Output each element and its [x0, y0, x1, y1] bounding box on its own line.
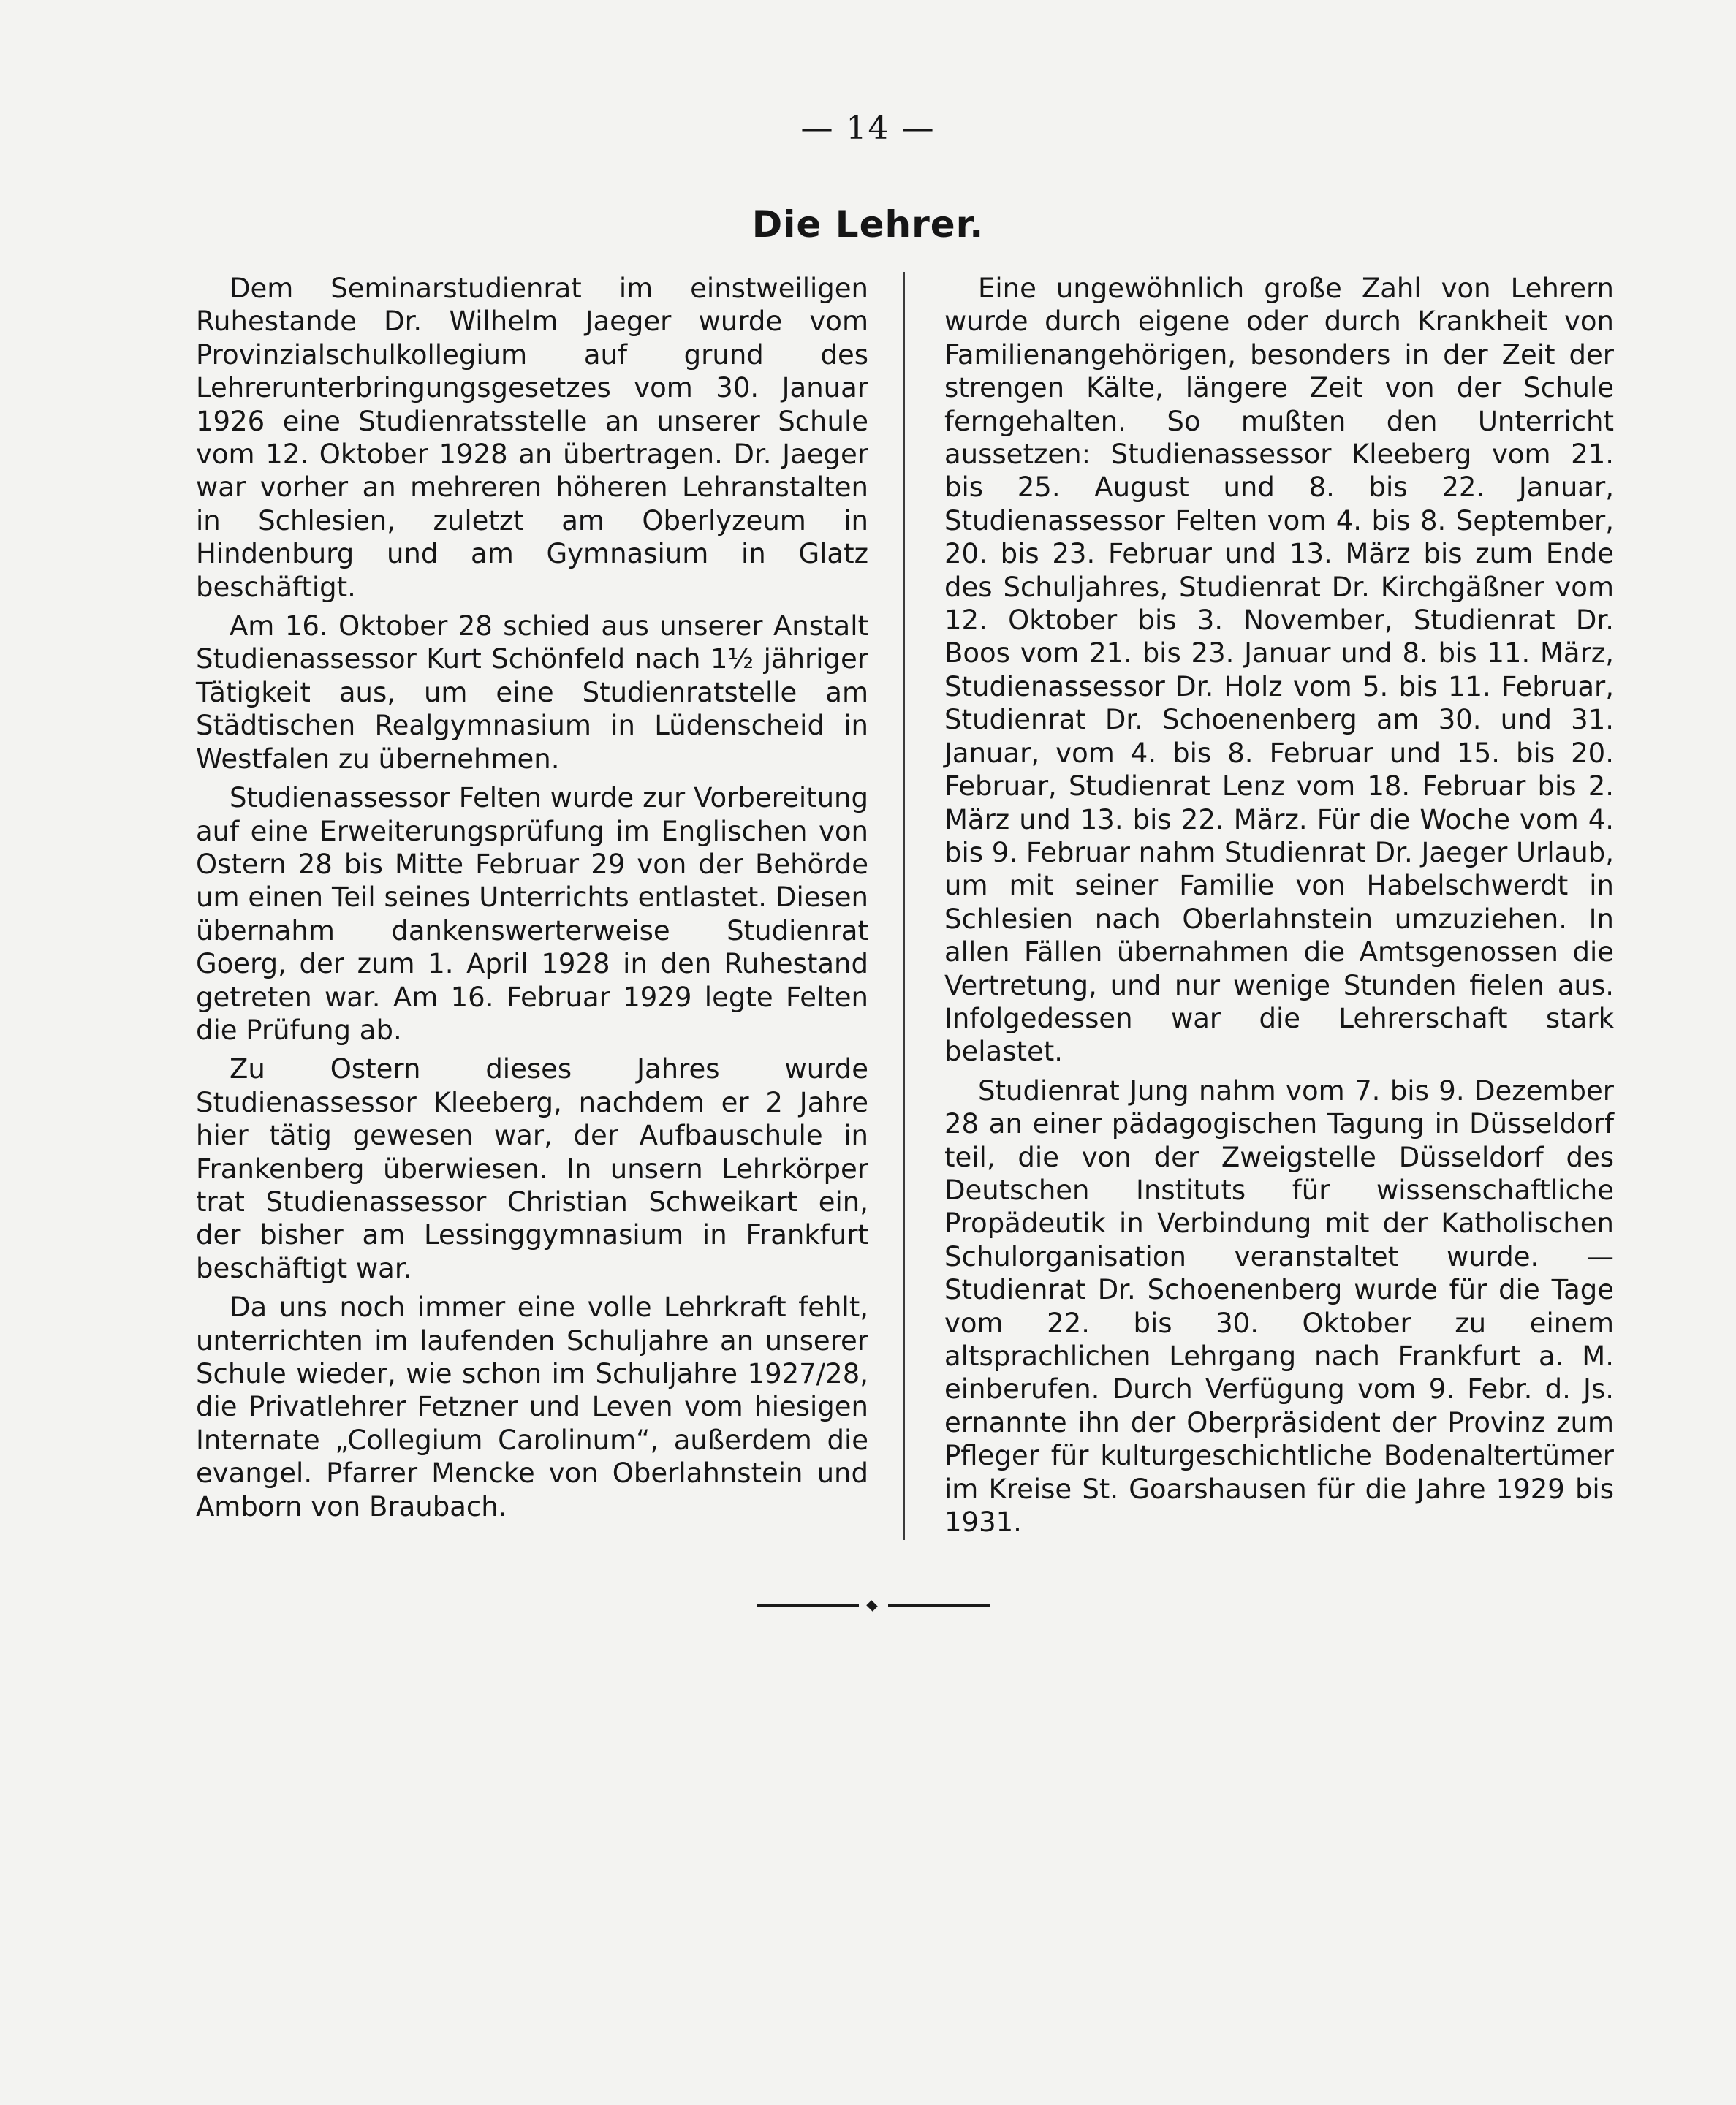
paragraph: Dem Seminarstudienrat im einstweiligen Ruhestande Dr. Wilhelm Jaeger wurde vom Provinzialschulkollegium auf grund des Lehrerunterbringungsgesetzes vom 30. Januar 1926 eine Studienratsstelle an unserer Schule vom 12. Oktober 1928 an übertragen. Dr. Jaeger war vorher an mehreren höheren Lehranstalten in Schlesien, zuletzt am Oberlyzeum in Hindenburg und am Gymnasium in Glatz beschäftigt. [196, 273, 868, 603]
left-column [196, 272, 868, 1529]
paragraph: Studienrat Jung nahm vom 7. bis 9. Dezember 28 an einer pädagogischen Tagung in Düsseldorf teil, die von der Zweigstelle Düsseldorf des Deutschen Instituts für wissenschaftliche Propädeutik in Verbindung mit der Katholischen Schulorganisation veranstaltet wurde. — Studienrat Dr. Schoenenberg wurde für die Tage vom 22. bis 30. Oktober zu einem altsprachlichen Lehrgang nach Frankfurt a. M. einberufen. Durch Verfügung vom 9. Febr. d. Js. ernannte ihn der Oberpräsident der Provinz zum Pfleger für kulturgeschichtliche Bodenaltertümer im Kreise St. Goarshausen für die Jahre 1929 bis 1931. [944, 1074, 1614, 1539]
ornament-rule-left [757, 1604, 859, 1607]
section-end-ornament [757, 1602, 990, 1609]
paragraph: Studienassessor Felten wurde zur Vorbereitung auf eine Erweiterungsprüfung im Englischen von Ostern 28 bis Mitte Februar 29 von der Behörde um einen Teil seines Unterrichts entlastet. Diesen übernahm dankenswerterweise Studienrat Goerg, der zum 1. April 1928 in den Ruhestand getreten war. Am 16. Februar 1929 legte Felten die Prüfung ab. [196, 782, 868, 1046]
column-divider [903, 272, 905, 1540]
paragraph: Eine ungewöhnlich große Zahl von Lehrern wurde durch eigene oder durch Krankheit von Familienangehörigen, besonders in der Zeit der strengen Kälte, längere Zeit von der Schule ferngehalten. So mußten den Unterricht aussetzen: Studienassessor Kleeberg vom 21. bis 25. August und 8. bis 22. Januar, Studienassessor Felten vom 4. bis 8. September, 20. bis 23. Februar und 13. März bis zum Ende des Schuljahres, Studienrat Dr. Kirchgäßner vom 12. Oktober bis 3. November, Studienrat Dr. Boos vom 21. bis 23. Januar und 8. bis 11. März, Studienassessor Dr. Holz vom 5. bis 11. Februar, Studienrat Dr. Schoenenberg am 30. und 31. Januar, vom 4. bis 8. Februar und 15. bis 20. Februar, Studienrat Lenz vom 18. Februar bis 2. März und 13. bis 22. März. Für die Woche vom 4. bis 9. Februar nahm Studienrat Dr. Jaeger Urlaub, um mit seiner Familie von Habelschwerdt in Schlesien nach Oberlahnstein umzuziehen. In allen Fällen übernahmen die Amtsgenossen die Vertretung, und nur wenige Stunden fielen aus. Infolgedessen war die Lehrerschaft stark belastet. [944, 273, 1614, 1068]
right-column [944, 272, 1614, 1544]
paragraph: Da uns noch immer eine volle Lehrkraft fehlt, unterrichten im laufenden Schuljahre an unserer Schule wieder, wie schon im Schuljahre 1927/28, die Privatlehrer Fetzner und Leven vom hiesigen Internate „Collegium Carolinum“, außerdem die evangel. Pfarrer Mencke von Oberlahnstein und Amborn von Braubach. [196, 1292, 868, 1522]
page-number: — 14 — [800, 110, 936, 147]
section-heading: Die Lehrer. [751, 203, 985, 246]
ornament-rule-right [888, 1604, 990, 1607]
ornament-diamond-icon [866, 1600, 878, 1612]
paragraph: Zu Ostern dieses Jahres wurde Studienassessor Kleeberg, nachdem er 2 Jahre hier tätig gewesen war, der Aufbauschule in Frankenberg überwiesen. In unsern Lehrkörper trat Studienassessor Christian Schweikart ein, der bisher am Lessinggymnasium in Frankfurt beschäftigt war. [196, 1053, 868, 1284]
paragraph: Am 16. Oktober 28 schied aus unserer Anstalt Studienassessor Kurt Schönfeld nach 1½ jähriger Tätigkeit aus, um eine Studienratstelle am Städtischen Realgymnasium in Lüdenscheid in Westfalen zu übernehmen. [196, 610, 868, 775]
